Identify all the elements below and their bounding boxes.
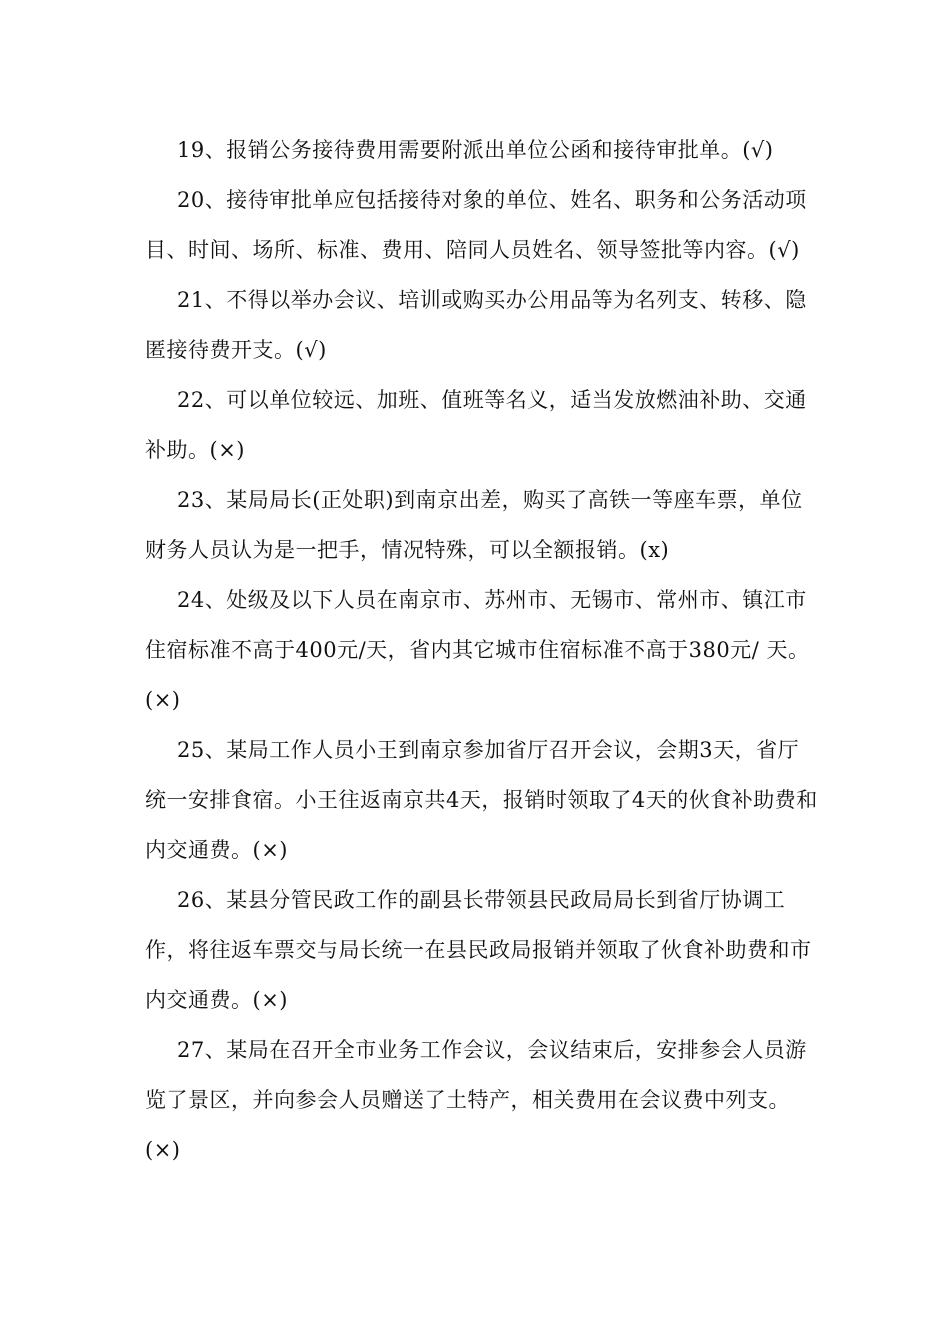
question-item-22: 22、可以单位较远、加班、值班等名义，适当发放燃油补助、交通补助。(×) <box>145 388 807 462</box>
question-item-27: 27、某局在召开全市业务工作会议，会议结束后，安排参会人员游览了景区，并向参会人员赠送了土特产，相关费用在会议费中列支。 (×) <box>145 1038 807 1162</box>
question-item-26: 26、某县分管民政工作的副县长带领县民政局局长到省厅协调工作，将往返车票交与局长统一在县民政局报销并领取了伙食补助费和市内交通费。(×) <box>145 888 812 1012</box>
question-item-20: 20、接待审批单应包括接待对象的单位、姓名、职务和公务活动项目、时间、场所、标准、费用、陪同人员姓名、领导签批等内容。(√) <box>145 188 807 262</box>
question-item-21: 21、不得以举办会议、培训或购买办公用品等为名列支、转移、隐匿接待费开支。(√) <box>145 288 807 362</box>
question-item-19: 19、报销公务接待费用需要附派出单位公函和接待审批单。(√) <box>177 138 774 162</box>
question-item-25: 25、某局工作人员小王到南京参加省厅召开会议，会期3天，省厅统一安排食宿。小王往返南京共4天，报销时领取了4天的伙食补助费和内交通费。(×) <box>145 738 818 862</box>
question-item-24: 24、处级及以下人员在南京市、苏州市、无锡市、常州市、镇江市住宿标准不高于400元/天，省内其它城市住宿标准不高于380元/ 天。(×) <box>145 588 810 712</box>
question-item-23: 23、某局局长(正处职)到南京出差，购买了高铁一等座车票，单位财务人员认为是一把手，情况特殊，可以全额报销。(x) <box>145 488 803 562</box>
question-list <box>145 125 820 1175</box>
